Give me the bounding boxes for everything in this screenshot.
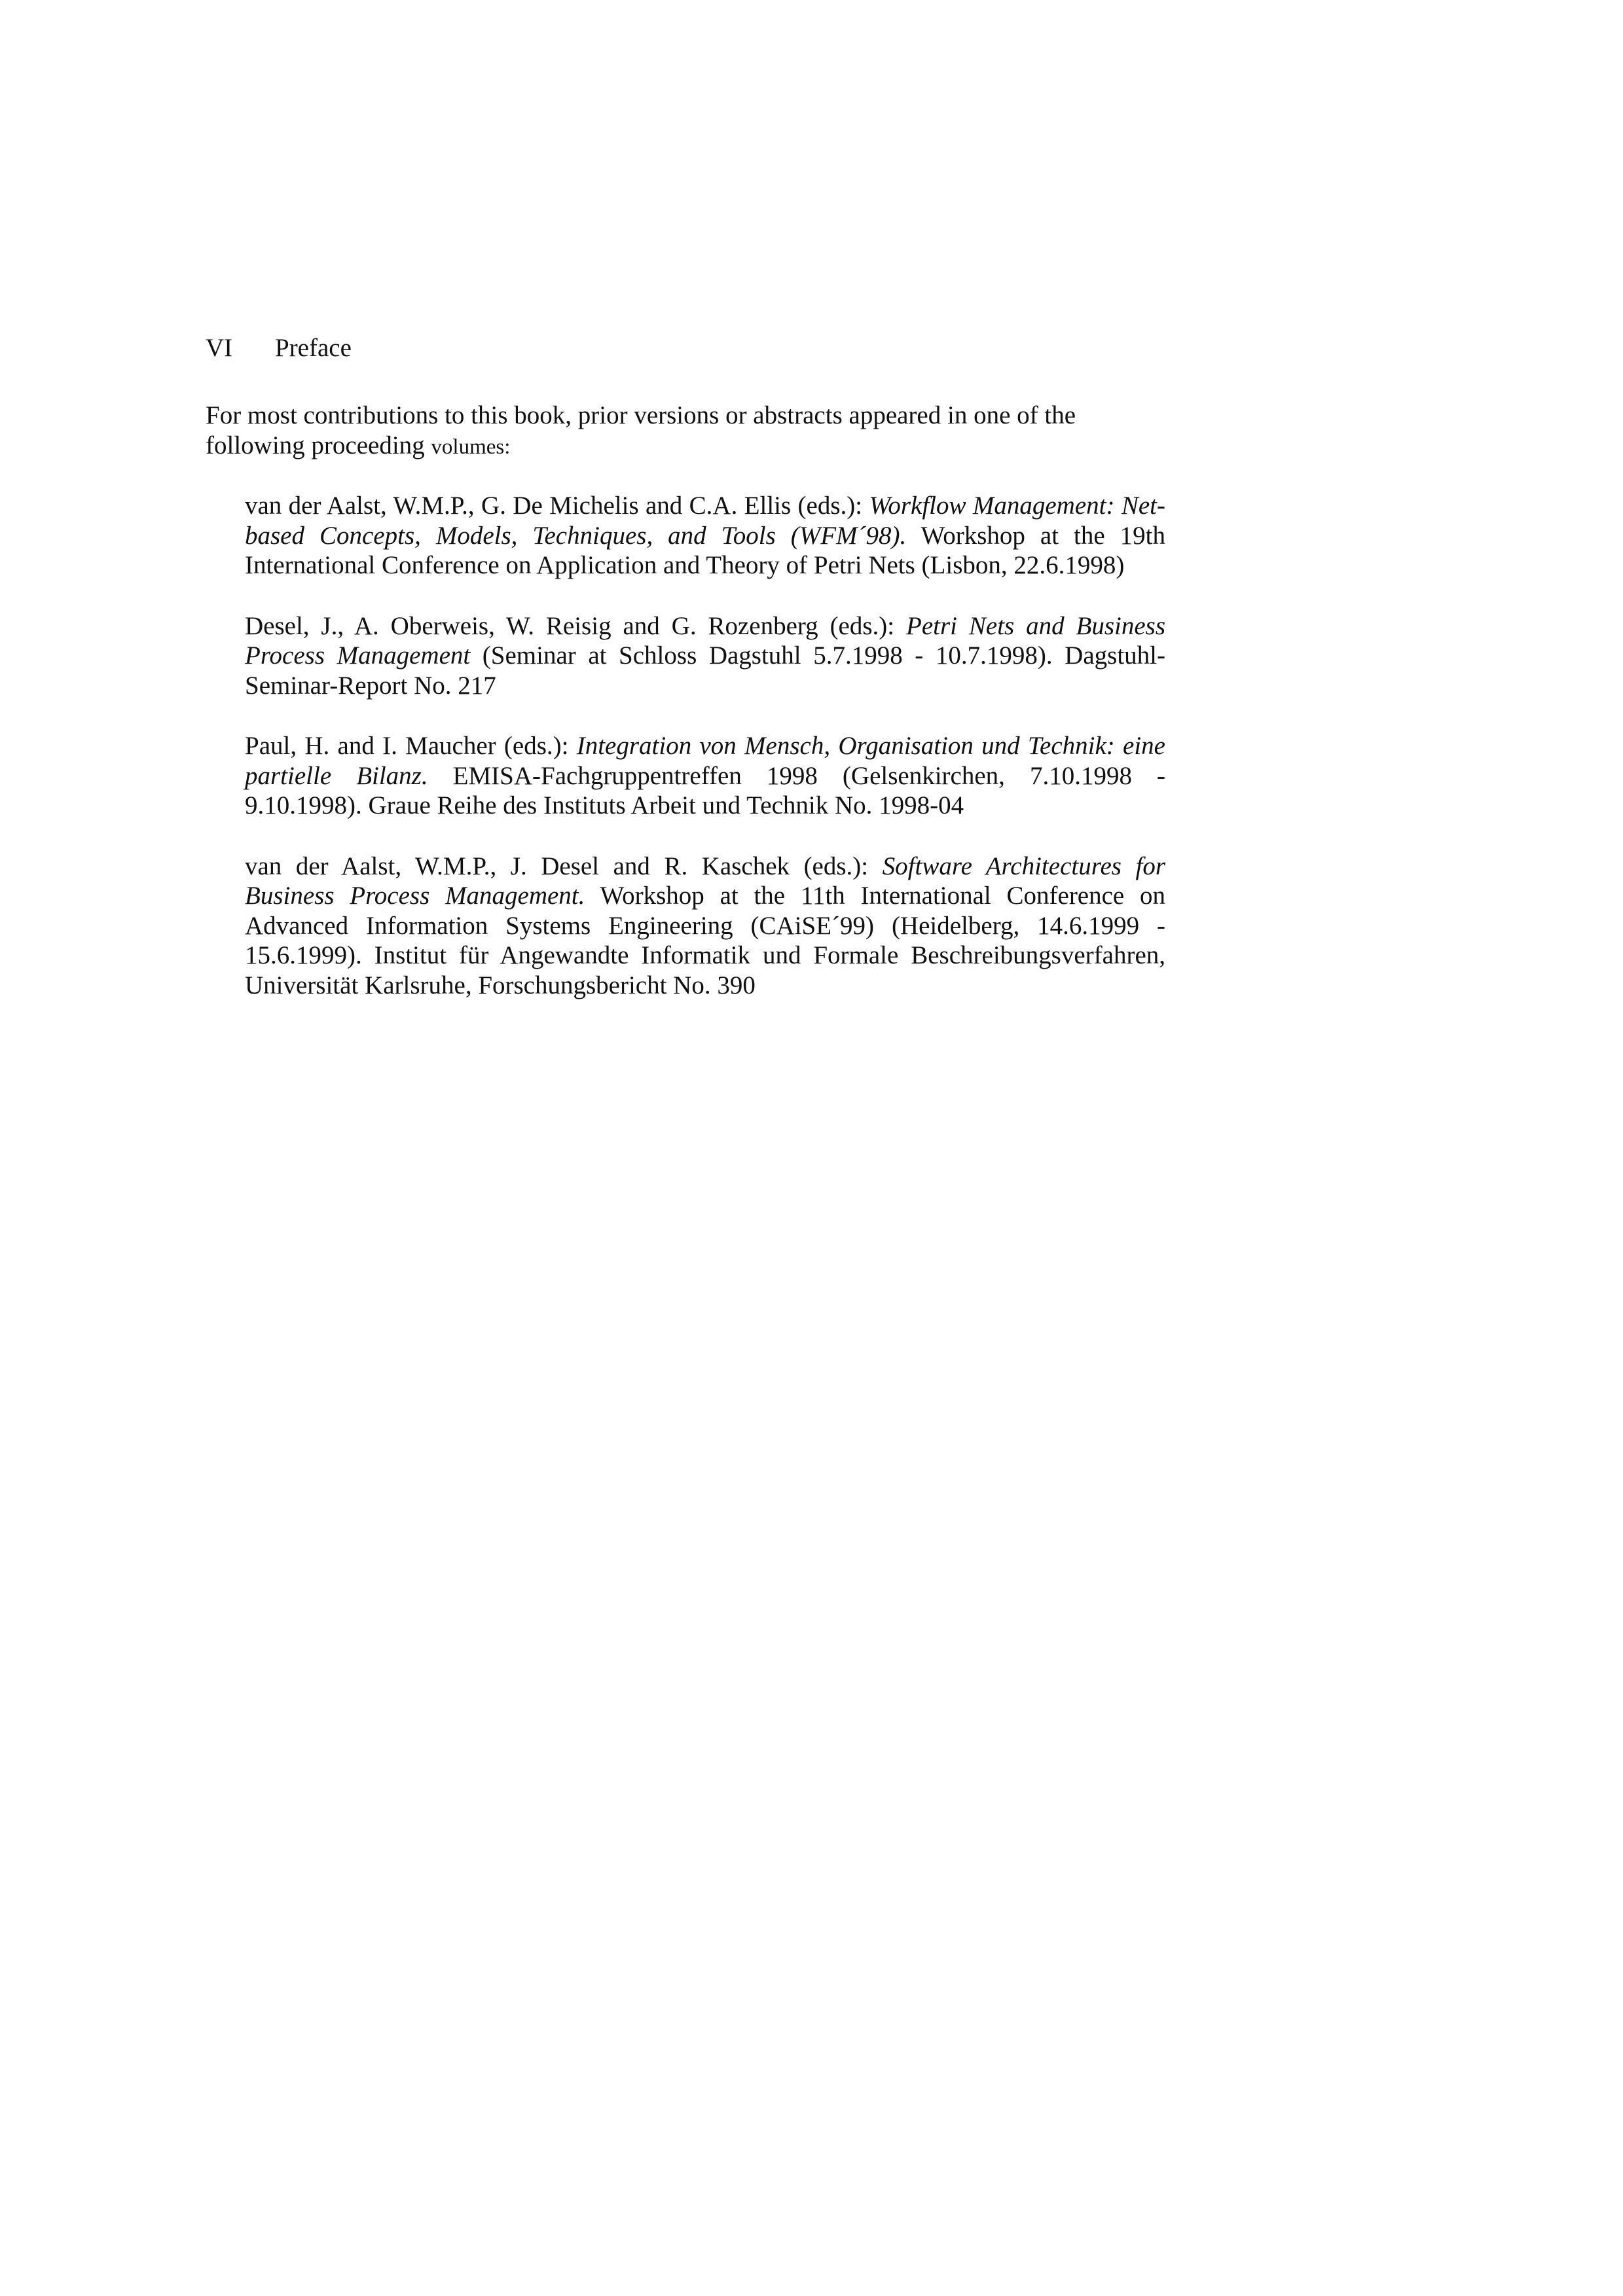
reference-item (245, 611, 1165, 701)
reference-title: Integration von Mensch, Organisation und Technik: eine partielle Bilanz. (245, 732, 1165, 790)
intro-last-word: volumes: (431, 435, 511, 459)
reference-authors: Paul, H. and I. Maucher (eds.): (245, 732, 577, 760)
reference-item (245, 731, 1165, 821)
reference-title: Workflow Management: Net-based Concepts, Models, Techniques, and Tools (WFM´98). (245, 492, 1165, 550)
intro-paragraph (206, 401, 1165, 462)
reference-item (245, 491, 1165, 581)
reference-authors: Desel, J., A. Oberweis, W. Reisig and G. Rozenberg (eds.): (245, 611, 907, 640)
reference-title: Software Architectures for Business Process Management. (245, 852, 1165, 910)
section-title: Preface (275, 334, 352, 362)
intro-text: For most contributions to this book, prior versions or abstracts appeared in one of the following proceeding (206, 401, 1076, 459)
reference-authors: van der Aalst, W.M.P., J. Desel and R. Kaschek (eds.): (245, 852, 883, 880)
reference-details: EMISA-Fachgruppentreffen 1998 (Gelsenkirchen, 7.10.1998 - 9.10.1998). Graue Reihe des Instituts Arbeit und Technik No. 1998-04 (245, 761, 1165, 819)
running-head (206, 331, 352, 365)
reference-item (245, 852, 1165, 1001)
reference-authors: van der Aalst, W.M.P., G. De Michelis and C.A. Ellis (eds.): (245, 492, 869, 520)
reference-details: (Seminar at Schloss Dagstuhl 5.7.1998 - 10.7.1998). Dagstuhl-Seminar-Report No. 217 (245, 641, 1165, 700)
reference-title: Petri Nets and Business Process Management (245, 611, 1165, 670)
page-number: VI (206, 334, 233, 362)
reference-details: Workshop at the 11th International Conference on Advanced Information Systems Engineering (CAiSE´99) (Heidelberg, 14.6.1999 - 15.6.1999). Institut für Angewandte Informatik und Formale Beschreibungsverfahren, Universität Karlsruhe, Forschungsbericht No. 390 (245, 882, 1165, 999)
reference-list (245, 491, 1165, 1031)
reference-details: Workshop at the 19th International Conference on Application and Theory of Petri Nets (Lisbon, 22.6.1998) (245, 521, 1165, 579)
